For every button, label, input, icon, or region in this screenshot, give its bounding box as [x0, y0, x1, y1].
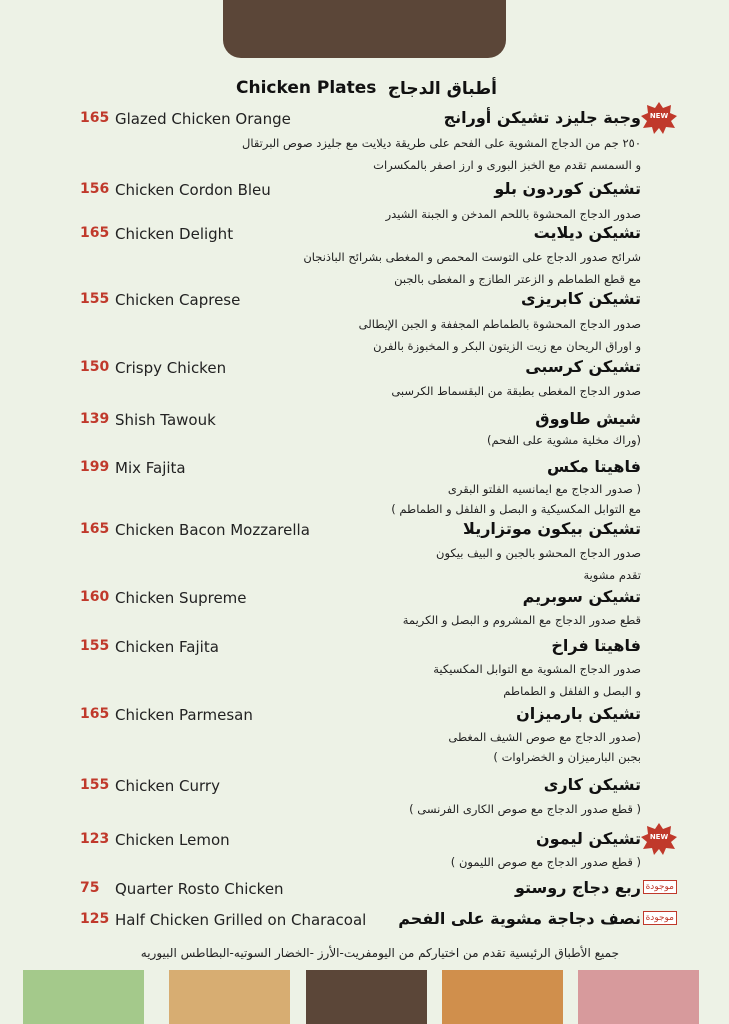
item-price: 139 [80, 411, 110, 427]
item-desc-line: مع التوابل المكسيكية و البصل و الفلفل و الطماطم ) [391, 502, 641, 516]
item-desc-line: ( قطع صدور الدجاج مع صوص الليمون ) [450, 855, 641, 869]
item-name-en: Shish Tawouk [115, 411, 216, 429]
item-price: 75 [80, 880, 100, 896]
color-swatch-pink [578, 970, 699, 1024]
item-name-en: Chicken Cordon Bleu [115, 181, 271, 199]
item-desc-line: و اوراق الريحان مع زيت الزيتون البكر و المخبوزة بالفرن [373, 339, 641, 353]
item-name-ar: شيش طاووق [535, 409, 641, 428]
item-price: 155 [80, 291, 110, 307]
item-name-ar: تشيكن كارى [543, 775, 641, 794]
item-name-en: Chicken Fajita [115, 638, 219, 656]
item-desc-line: و البصل و الفلفل و الطماطم [503, 684, 641, 698]
item-price: 123 [80, 831, 110, 847]
item-desc-line: قطع صدور الدجاج مع المشروم و البصل و الكريمة [402, 613, 641, 627]
item-desc-line: صدور الدجاج المشوية مع التوابل المكسيكية [433, 662, 641, 676]
top-header-tab [223, 0, 506, 58]
item-name-ar: تشيكن ليمون [535, 829, 641, 848]
color-swatch-brown [306, 970, 427, 1024]
item-desc-line: صدور الدجاج المحشو بالجبن و البيف بيكون [436, 546, 641, 560]
new-badge-label: NEW [649, 112, 669, 120]
item-price: 165 [80, 225, 110, 241]
item-name-ar: تشيكن ديلايت [533, 223, 641, 242]
item-name-ar: فاهيتا مكس [546, 457, 641, 476]
item-price: 150 [80, 359, 110, 375]
section-title-ar: أطباق الدجاج [387, 79, 497, 99]
item-name-en: Crispy Chicken [115, 359, 227, 377]
item-name-ar: نصف دجاجة مشوية على الفحم [398, 909, 641, 928]
item-name-en: Chicken Parmesan [115, 706, 253, 724]
item-name-en: Chicken Bacon Mozzarella [115, 521, 310, 539]
item-desc-line: شرائح صدور الدجاج على التوست المحمص و المغطى بشرائح الباذنجان [303, 250, 641, 264]
item-name-en: Chicken Delight [115, 225, 234, 243]
item-name-ar: ربع دجاج روستو [514, 878, 641, 897]
item-price: 160 [80, 589, 110, 605]
item-price: 125 [80, 911, 110, 927]
section-title-en: Chicken Plates [236, 78, 377, 98]
item-name-en: Half Chicken Grilled on Characoal [115, 911, 367, 929]
item-desc-line: صدور الدجاج المحشوة بالطماطم المجففة و الجبن الإيطالى [358, 317, 641, 331]
item-name-ar: تشيكن كابريزى [521, 289, 641, 308]
item-name-ar: تشيكن سوبريم [522, 587, 641, 606]
item-name-en: Quarter Rosto Chicken [115, 880, 284, 898]
item-name-ar: وجبة جليزد تشيكن أورانج [443, 108, 641, 127]
color-swatch-green [23, 970, 144, 1024]
item-desc-line: بجبن البارميزان و الخضراوات ) [493, 750, 641, 764]
item-name-en: Chicken Supreme [115, 589, 247, 607]
item-desc-line: مع قطع الطماطم و الزعتر الطازج و المغطى بالجبن [394, 272, 641, 286]
item-price: 165 [80, 706, 110, 722]
item-desc-line: (صدور الدجاج مع صوص الشيف المغطى [448, 730, 641, 744]
item-desc-line: صدور الدجاج المحشوة باللحم المدخن و الجبنة الشيدر [385, 207, 641, 221]
item-desc-line: (وراك مخلية مشوية على الفحم) [487, 433, 641, 447]
availability-tag: موجودة [643, 880, 677, 894]
item-desc-line: ( صدور الدجاج مع ايمانسيه الفلتو البقرى [447, 482, 641, 496]
item-name-ar: تشيكن كوردون بلو [494, 179, 641, 198]
item-desc-line: صدور الدجاج المغطى بطبقة من البقسماط الكرسبى [391, 384, 641, 398]
item-price: 155 [80, 638, 110, 654]
item-desc-line: و السمسم تقدم مع الخبز البورى و ارز اصفر بالمكسرات [373, 158, 641, 172]
item-price: 155 [80, 777, 110, 793]
item-desc-line: تقدم مشوية [583, 568, 641, 582]
item-price: 156 [80, 181, 110, 197]
item-price: 199 [80, 459, 110, 475]
color-swatch-tan [169, 970, 290, 1024]
item-desc-line: ( قطع صدور الدجاج مع صوص الكارى الفرنسى ) [409, 802, 641, 816]
availability-tag: موجودة [643, 911, 677, 925]
item-name-ar: تشيكن بيكون موتزاريلا [463, 519, 641, 538]
item-name-en: Chicken Lemon [115, 831, 230, 849]
item-price: 165 [80, 521, 110, 537]
item-name-en: Chicken Caprese [115, 291, 241, 309]
new-badge-label: NEW [649, 833, 669, 841]
item-name-en: Mix Fajita [115, 459, 186, 477]
item-name-ar: تشيكن بارميزان [516, 704, 641, 723]
footer-note: جميع الأطباق الرئيسية تقدم من اختياركم من اليومفريت-الأرز -الخضار السوتيه-البطاطس البيوريه [140, 946, 619, 960]
item-name-ar: فاهيتا فراخ [551, 636, 641, 655]
item-name-en: Chicken Curry [115, 777, 220, 795]
color-swatch-orange [442, 970, 563, 1024]
item-name-ar: تشيكن كرسبى [525, 357, 641, 376]
item-price: 165 [80, 110, 110, 126]
item-desc-line: ٢٥٠ جم من الدجاج المشوية على الفحم على طريقة ديلايت مع جليزد صوص البرتقال [241, 136, 641, 150]
item-name-en: Glazed Chicken Orange [115, 110, 291, 128]
